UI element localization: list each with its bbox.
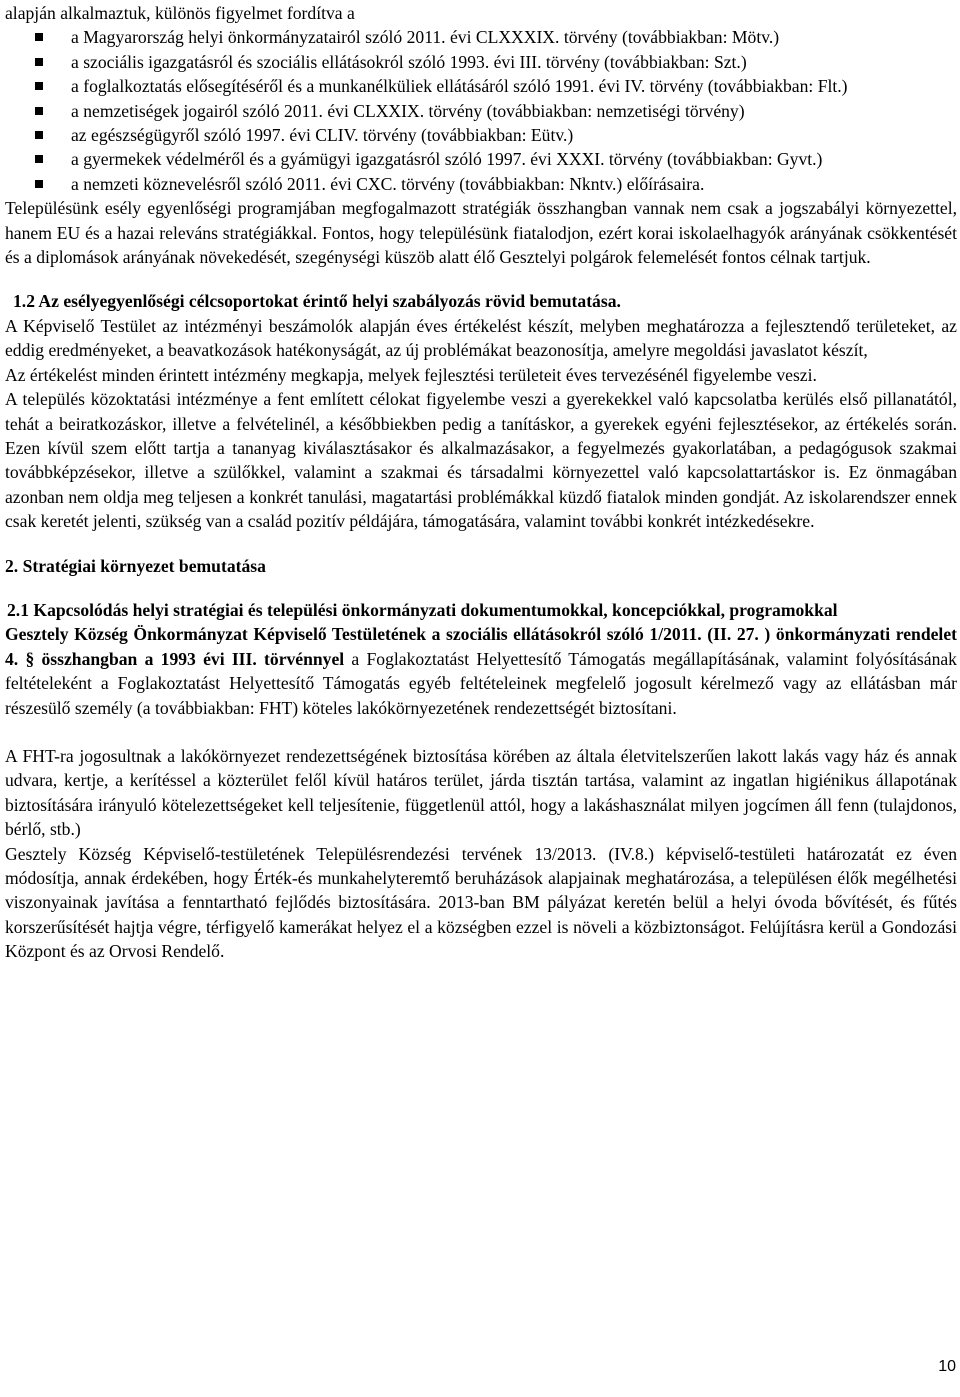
decree-text: a Foglakoztatást Helyettesítő Támogatás megállapításának, valamint folyósításának feltételeként a Foglakoztatást Helyettesítő Támogatás egyéb feltételeinek megfelelő jogosult kérelmező vagy az ellátásban már részesülő személy (a továbbiakban: FHT) köteles lakókörnyezetének rendezettségét biztosítani.	[5, 648, 957, 718]
school-paragraph: A település közoktatási intézménye a fent említett célokat figyelembe veszi a gyerekekkel való kapcsolatba kerülés első pillanatától, tehát a beiratkozáskor, illetve a felvételinél, a későbbiekben pedig a tanításkor, a gyerekek egyéni fejlesztésekor, az értékelés során. Ezen kívül szem előtt tartja a tananyag kiválasztásakor és alkalmazásakor, a fegyelmezés gyakorlatában, a pedagógusok szakmai továbbképzésekor, illetve a szülőkkel, valamint a szakmai és társadalmi környezettel való kapcsolattartáskor is. Ez önmagában azonban nem oldja meg teljesen a konkrét tanulási, magatartási problémákkal küzdő fiatalok minden gondját. Az iskolarendszer ennek csak keretét jelenti, szükség van a család pozitív példájára, támogatására, valamint további konkrét intézkedésekre.	[5, 389, 957, 532]
law-item	[5, 147, 957, 171]
law-list	[5, 25, 957, 196]
page-number: 10	[938, 1358, 956, 1375]
fht-paragraph: A FHT-ra jogosultnak a lakókörnyezet rendezettségének biztosítása körében az általa életvitelszerűen lakott lakás vagy ház és annak udvara, kertje, a kerítéssel a közterület felől kívül határos terület, járda tisztán tartása, valamint az ingatlan higiénikus állapotának biztosítására irányuló kötelezettségeket kell teljesítenie, függetlenül attól, hogy a lakáshasználat milyen jogcímen áll fenn (tulajdonos, bérlő, stb.)	[5, 745, 957, 840]
section-heading-2-1: 2.1 Kapcsolódás helyi stratégiai és települési önkormányzati dokumentumokkal, koncepciókkal, programokkal	[7, 599, 838, 620]
law-item-text: a nemzeti köznevelésről szóló 2011. évi CXC. törvény (továbbiakban: Nkntv.) előírásaira.	[71, 173, 705, 194]
square-bullet-icon	[35, 180, 43, 188]
square-bullet-icon	[35, 155, 43, 163]
decree-paragraph	[5, 622, 957, 720]
council-paragraph-2: Az értékelést minden érintett intézmény megkapja, melyek fejlesztési területeit éves tervezésénél figyelembe veszi.	[5, 364, 817, 385]
decree-bold-text: Gesztely Község Önkormányzat Képviselő Testületének a szociális ellátásokról szóló 1/2011. (II. 27. ) önkormányzati rendelet 4. § összhangban a 1993 évi III. törvénnyel	[5, 624, 957, 669]
section-heading-1-2: 1.2 Az esélyegyenlőségi célcsoportokat érintő helyi szabályozás rövid bemutatása.	[13, 291, 621, 312]
square-bullet-icon	[35, 107, 43, 115]
square-bullet-icon	[35, 82, 43, 90]
square-bullet-icon	[35, 58, 43, 66]
document-page	[5, 0, 957, 964]
law-item	[5, 25, 957, 49]
square-bullet-icon	[35, 33, 43, 41]
law-item-text: a foglalkoztatás elősegítéséről és a munkanélküliek ellátásáról szóló 1991. évi IV. törvény (továbbiakban: Flt.)	[71, 76, 848, 97]
intro-line: alapján alkalmaztuk, különös figyelmet fordítva a	[5, 3, 355, 23]
law-item	[5, 99, 957, 123]
law-item	[5, 172, 957, 196]
law-item	[5, 123, 957, 147]
law-item-text: a nemzetiségek jogairól szóló 2011. évi CLXXIX. törvény (továbbiakban: nemzetiségi törvény)	[71, 100, 745, 121]
law-item-text: a Magyarország helyi önkormányzatairól szóló 2011. évi CLXXXIX. törvény (továbbiakban: Mötv.)	[71, 27, 780, 48]
settlement-plan-paragraph: Gesztely Község Képviselő-testületének Településrendezési tervének 13/2013. (IV.8.) képviselő-testületi határozatát ez éven módosítja, annak érdekében, hogy Érték-és munkahelyteremtő beruházások alapjainak meghatározása, a településen élők megélhetési viszonyainak javítása a fenntartható fejlődés biztosítására. 2013-ban BM pályázat keretén belül a helyi óvoda bővítését, és fűtés korszerűsítését hajtja végre, térfigyelő kamerákat helyez el a községben ezzel is növeli a közbiztonságot. Felújításra kerül a Gondozási Központ és az Orvosi Rendelő.	[5, 843, 957, 962]
law-item-text: a szociális igazgatásról és szociális ellátásokról szóló 1993. évi III. törvény (továbbiakban: Szt.)	[71, 51, 747, 72]
law-item-text: az egészségügyről szóló 1997. évi CLIV. törvény (továbbiakban: Eütv.)	[71, 125, 574, 146]
square-bullet-icon	[35, 131, 43, 139]
law-item	[5, 74, 957, 98]
law-item-text: a gyermekek védelméről és a gyámügyi igazgatásról szóló 1997. évi XXXI. törvény (továbbiakban: Gyvt.)	[71, 149, 823, 170]
law-item	[5, 50, 957, 74]
section-heading-2: 2. Stratégiai környezet bemutatása	[5, 555, 266, 576]
strategy-paragraph: Településünk esély egyenlőségi programjában megfogalmazott stratégiák összhangban vannak nem csak a jogszabályi környezettel, hanem EU és a hazai releváns stratégiákkal. Fontos, hogy településünk fiatalodjon, ezért korai iskolaelhagyók arányának csökkentését és a diplomások arányának növekedését, szegénységi küszöb alatt élő Gesztelyi polgárok felemelését fontos célnak tartjuk.	[5, 198, 957, 268]
council-paragraph-1: A Képviselő Testület az intézményi beszámolók alapján éves értékelést készít, melyben meghatározza a fejlesztendő területeket, az eddig eredményeket, a beavatkozások hatékonyságát, az új problémákat beazonosítja, amelyre megoldási javaslatot készít,	[5, 315, 957, 361]
